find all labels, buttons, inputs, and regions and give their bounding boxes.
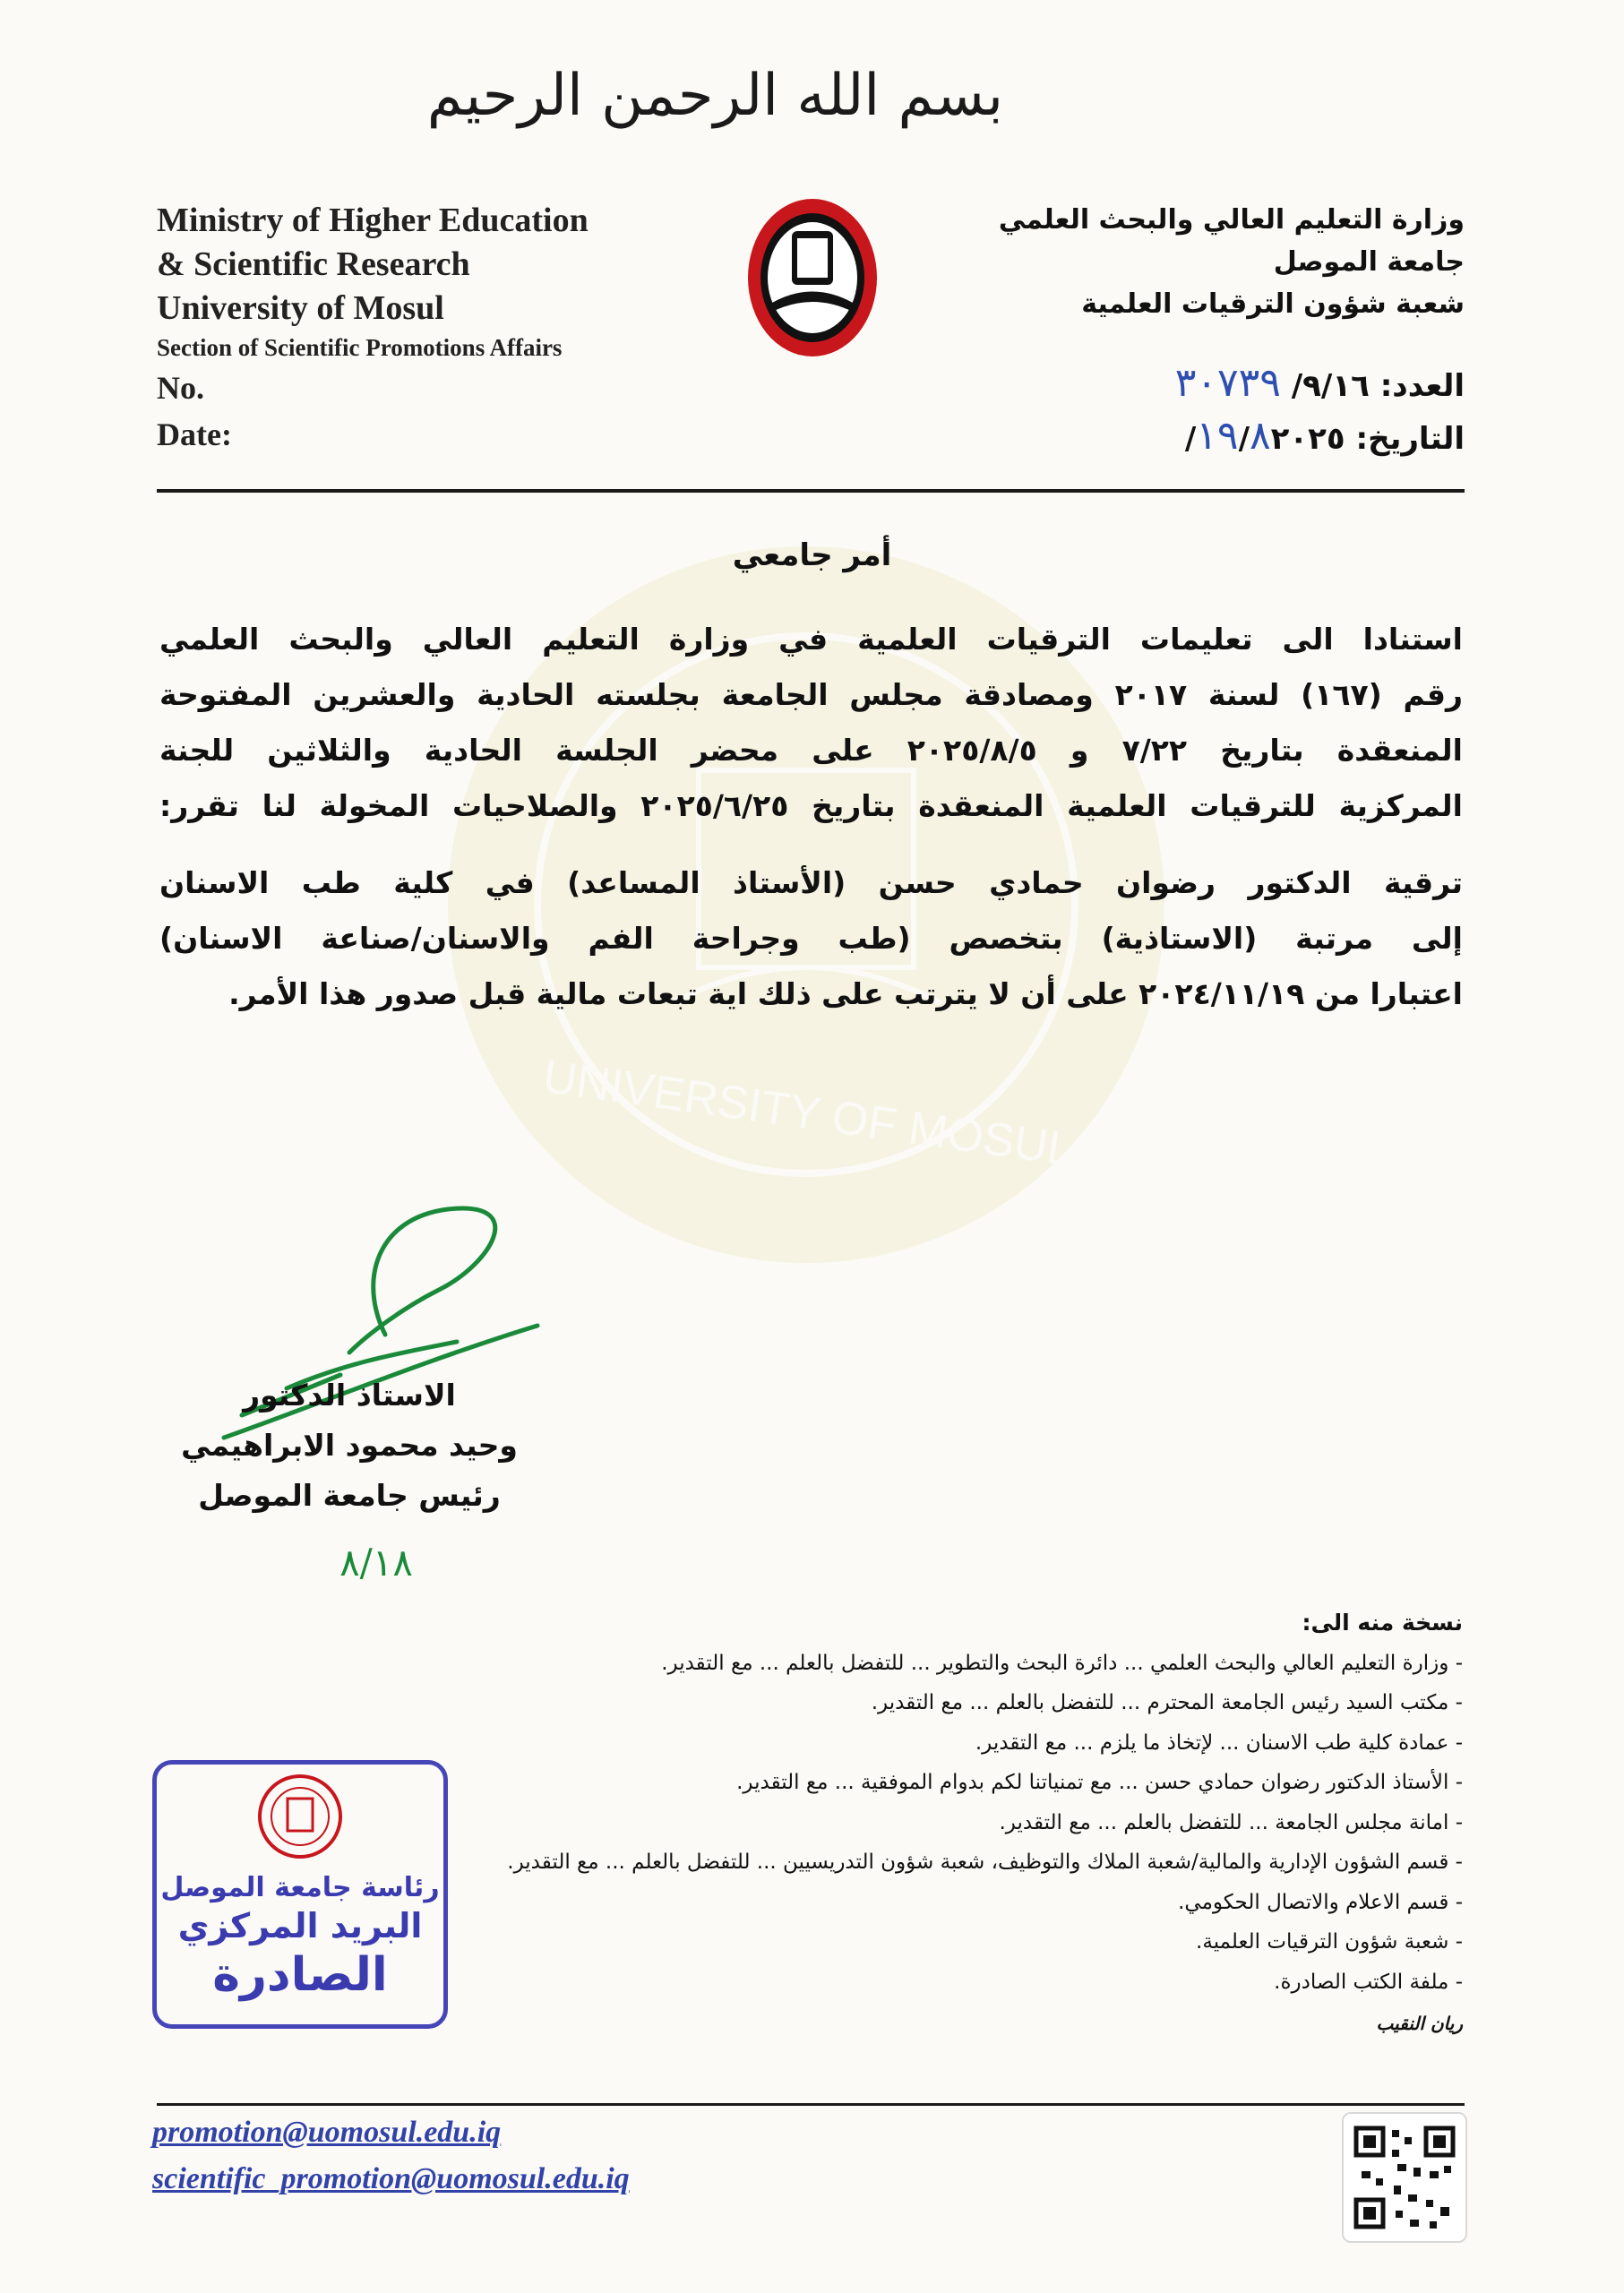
- signatory-position: رئيس جامعة الموصل: [198, 1478, 501, 1513]
- section-line-ar: شعبة شؤون الترقيات العلمية: [1081, 288, 1465, 320]
- university-of-mosul-logo-icon: [745, 195, 880, 361]
- number-label-ar: العدد:: [1379, 368, 1465, 404]
- stamp-emblem-icon: [255, 1772, 345, 1861]
- date-year: ٢٠٢٥/: [1184, 421, 1345, 457]
- number-printed: ٩/١٦/: [1291, 368, 1370, 404]
- copy-item: - وزارة التعليم العالي والبحث العلمي ... دائرة البحث والتطوير ... للتفضل بالعلم ... مع التقدير.: [661, 1651, 1463, 1675]
- paragraph-line: رقم (١٦٧) لسنة ٢٠١٧ ومصادقة مجلس الجامعة بجلسته الحادية والعشرين المفتوحة: [159, 677, 1464, 712]
- signature-block: [134, 1370, 564, 1521]
- copies-list: [280, 1603, 1463, 2044]
- signature-date-handwritten: ٨/١٨: [339, 1541, 413, 1584]
- university-line-ar: جامعة الموصل: [1273, 246, 1465, 278]
- copy-item: - عمادة كلية طب الاسنان ... لإتخاذ ما يلزم ... مع التقدير.: [975, 1730, 1463, 1755]
- paragraph-line: إلى مرتبة (الاستاذية) بتخصص (طب وجراحة الفم والاسنان/صناعة الاسنان): [159, 921, 1463, 956]
- research-line: & Scientific Research: [157, 245, 470, 283]
- order-paragraph-2: [159, 855, 1463, 1022]
- stamp-line-3: الصادرة: [212, 1948, 388, 2002]
- copy-item: - امانة مجلس الجامعة ... للتفضل بالعلم ... مع التقدير.: [999, 1810, 1463, 1834]
- qr-code-icon: [1342, 2112, 1467, 2243]
- signatory-name: وحيد محمود الابراهيمي: [181, 1428, 518, 1463]
- stamp-line-1: رئاسة جامعة الموصل: [160, 1872, 440, 1903]
- email-link-scientific-promotion[interactable]: scientific_promotion@uomosul.edu.iq: [152, 2162, 630, 2195]
- typist-initials: ريان النقيب: [1376, 2013, 1463, 2034]
- svg-text:UNIVERSITY OF MOSUL: UNIVERSITY OF MOSUL: [539, 1050, 1078, 1177]
- copy-item: - قسم الاعلام والاتصال الحكومي.: [1178, 1890, 1463, 1914]
- copy-item: - قسم الشؤون الإدارية والمالية/شعبة الملاك والتوظيف، شعبة شؤون التدريسيين ... للتفضل بالعلم ... مع التقدير.: [507, 1851, 1463, 1874]
- central-mail-stamp: [152, 1760, 448, 2029]
- arabic-letterhead: [927, 199, 1465, 325]
- basmala: بسم الله الرحمن الرحيم: [426, 63, 1003, 129]
- copy-item: - مكتب السيد رئيس الجامعة المحترم ... للتفضل بالعلم ... مع التقدير.: [871, 1691, 1463, 1714]
- paragraph-line: ترقية الدكتور رضوان حمادي حسن (الأستاذ المساعد) في كلية طب الاسنان: [159, 865, 1463, 900]
- document-number: [909, 358, 1465, 411]
- section-line: Section of Scientific Promotions Affairs: [157, 334, 563, 361]
- date-label-en: Date:: [157, 417, 232, 452]
- order-title: أمر جامعي: [732, 537, 892, 573]
- university-line: University of Mosul: [157, 289, 444, 327]
- copies-header: نسخة منه الى:: [1302, 1610, 1463, 1636]
- paragraph-line: اعتبارا من ٢٠٢٤/١١/١٩ على أن لا يترتب على ذلك اية تبعات مالية قبل صدور هذا الأمر.: [228, 976, 1463, 1011]
- number-label-en: No.: [157, 370, 204, 406]
- reference-block: [909, 358, 1465, 464]
- date-day-handwritten: ١٩: [1196, 413, 1239, 459]
- copy-item: - ملفة الكتب الصادرة.: [1274, 1970, 1463, 1994]
- footer-divider: [157, 2103, 1465, 2106]
- paragraph-line: استنادا الى تعليمات الترقيات العلمية في وزارة التعليم العالي والبحث العلمي: [159, 622, 1463, 657]
- header-divider: [157, 489, 1465, 493]
- copy-item: - الأستاذ الدكتور رضوان حمادي حسن ... مع تمنياتنا لكم بدوام الموفقية ... مع التقدير.: [736, 1771, 1463, 1794]
- document-date: التاريخ: ١٩/٨٢٠٢٥/: [1184, 413, 1465, 459]
- ministry-line-ar: وزارة التعليم العالي والبحث العلمي: [998, 204, 1465, 236]
- paragraph-line: المركزية للترقيات العلمية المنعقدة بتاريخ ٢٠٢٥/٦/٢٥ والصلاحيات المخولة لنا تقرر:: [159, 788, 1463, 823]
- signatory-title: الاستاذ الدكتور: [243, 1378, 456, 1413]
- copy-item: - شعبة شؤون الترقيات العلمية.: [1196, 1930, 1463, 1954]
- ministry-line: Ministry of Higher Education: [157, 202, 589, 239]
- order-paragraph-1: [159, 612, 1463, 834]
- email-link-promotion[interactable]: promotion@uomosul.edu.iq: [152, 2116, 502, 2149]
- paragraph-line: المنعقدة بتاريخ ٧/٢٢ و ٢٠٢٥/٨/٥ على محضر الجلسة الحادية والثلاثين للجنة: [159, 733, 1463, 768]
- number-handwritten: ٣٠٧٣٩: [1174, 360, 1281, 406]
- date-month-handwritten: ٨: [1249, 413, 1271, 459]
- english-letterhead: [157, 199, 730, 458]
- stamp-line-2: البريد المركزي: [177, 1906, 423, 1945]
- date-label-ar: التاريخ:: [1355, 421, 1465, 457]
